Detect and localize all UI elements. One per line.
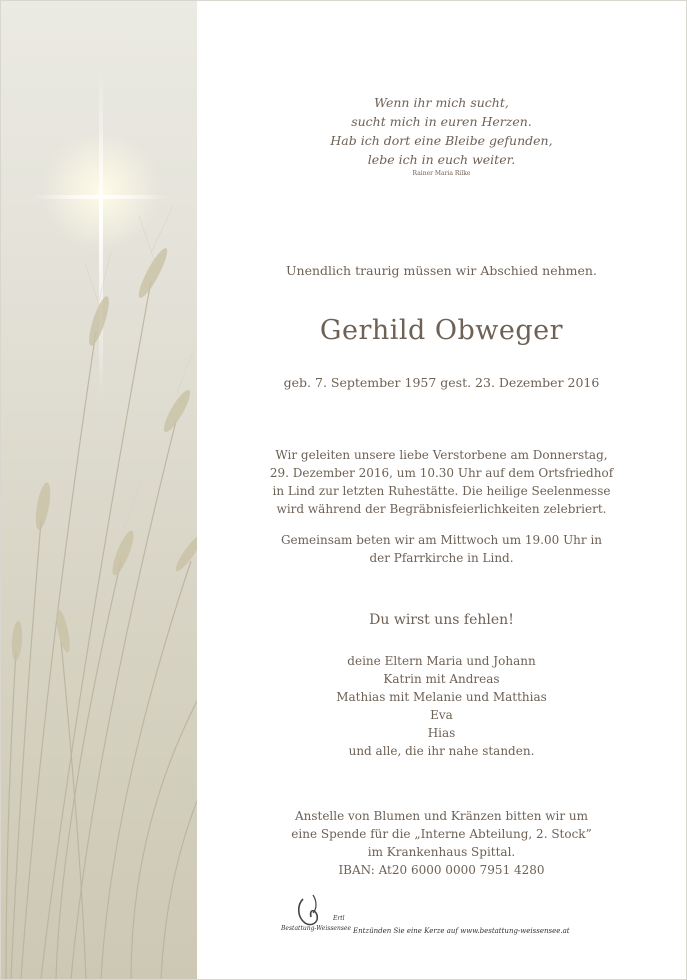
closing-line: Du wirst uns fehlen!: [369, 612, 514, 628]
iban-line: IBAN: At20 6000 0000 7951 4280: [338, 863, 545, 877]
donation-request: [197, 807, 686, 879]
logo-text: Bestattung-Weissensee: [281, 925, 352, 932]
donation-line: eine Spende für die „Interne Abteilung, 2. Stock”: [291, 827, 592, 841]
candle-link[interactable]: Entzünden Sie eine Kerze auf www.bestattung-weissensee.at: [353, 927, 570, 935]
mourner: Mathias mit Melanie und Matthias: [336, 690, 547, 704]
donation-line: im Krankenhaus Spittal.: [367, 845, 516, 859]
prayer-info-line: der Pfarrkirche in Lind.: [369, 551, 514, 565]
mourner: Katrin mit Andreas: [383, 672, 500, 686]
wheat-cross-image: [1, 1, 197, 979]
mourners-list: [197, 652, 686, 760]
deceased-name: Gerhild Obweger: [319, 315, 564, 346]
funeral-info-line: in Lind zur letzten Ruhestätte. Die heilige Seelenmesse: [272, 484, 611, 498]
funeral-info-line: 29. Dezember 2016, um 10.30 Uhr auf dem Ortsfriedhof: [269, 466, 614, 480]
poem-line: Hab ich dort eine Bleibe gefunden,: [330, 133, 553, 148]
mourner: und alle, die ihr nahe standen.: [348, 744, 535, 758]
logo-small-text: Ertl: [333, 915, 345, 922]
obituary-content: [197, 1, 686, 979]
wheat-illustration: [1, 1, 197, 979]
intro-text: Unendlich traurig müssen wir Abschied nehmen.: [286, 263, 597, 278]
mourner: deine Eltern Maria und Johann: [347, 654, 536, 668]
funeral-info-line: Wir geleiten unsere liebe Verstorbene am Donnerstag,: [275, 448, 608, 462]
funeral-info-line: wird während der Begräbnisfeierlichkeiten zelebriert.: [276, 502, 607, 516]
poem-author: Rainer Maria Rilke: [412, 170, 471, 177]
prayer-info-line: Gemeinsam beten wir am Mittwoch um 19.00 Uhr in: [280, 533, 603, 547]
funeral-info: [197, 446, 686, 518]
poem-line: Wenn ihr mich sucht,: [374, 95, 509, 110]
donation-line: Anstelle von Blumen und Kränzen bitten wir um: [294, 809, 589, 823]
prayer-info: [197, 531, 686, 567]
footer: [281, 891, 681, 941]
mourner: Hias: [427, 726, 456, 740]
poem-line: lebe ich in euch weiter.: [367, 152, 516, 167]
poem-line: sucht mich in euren Herzen.: [351, 114, 532, 129]
poem: [197, 93, 686, 179]
mourner: Eva: [430, 708, 453, 722]
life-dates: geb. 7. September 1957 gest. 23. Dezember 2016: [283, 375, 600, 390]
